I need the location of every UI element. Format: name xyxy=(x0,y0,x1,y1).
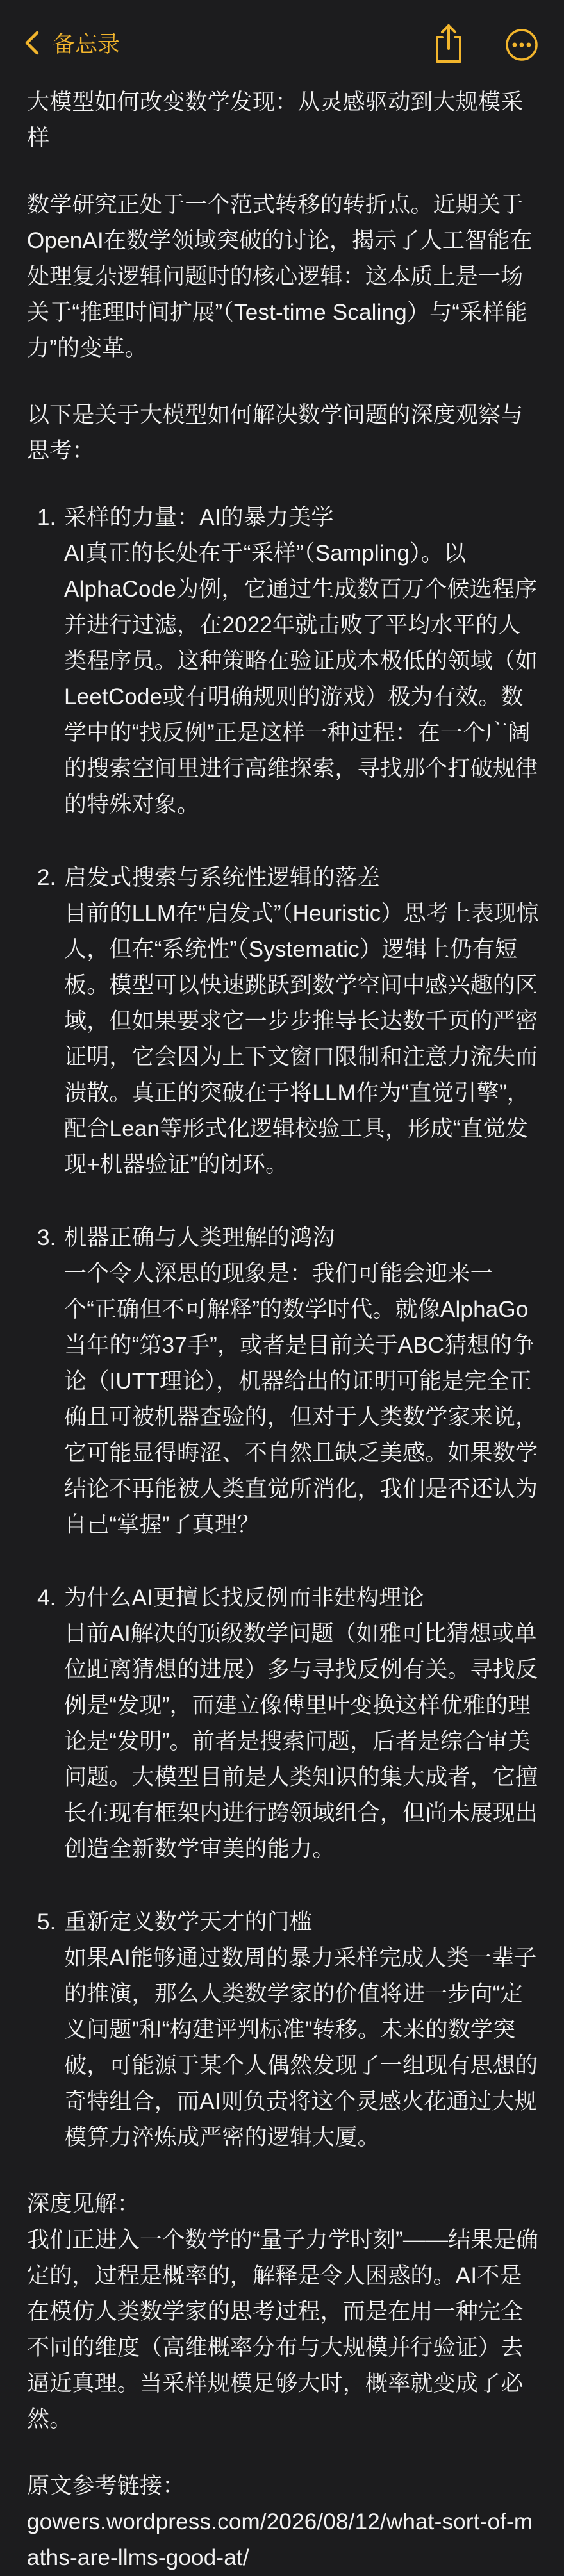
reference-heading: 原文参考链接： xyxy=(27,2473,185,2498)
list-item-body: 如果AI能够通过数周的暴力采样完成人类一辈子的推演，那么人类数学家的价值将进一步向“定义问题”和“构建评判标准”转移。未来的数学突破，可能源于某个人偶然发现了一组现有思想的奇特组合，而AI则负责将这个灵感火花通过大规模算力淬炼成严密的逻辑大厦。 xyxy=(64,1945,538,2150)
insight-heading: 深度见解： xyxy=(27,2192,140,2217)
back-button[interactable] xyxy=(23,27,120,59)
list-item-number: 5. xyxy=(37,1910,56,1935)
list-item-title: 重新定义数学天才的门槛 xyxy=(64,1910,313,1935)
top-navigation-bar xyxy=(0,0,564,95)
list-item xyxy=(27,1904,540,2156)
list-item xyxy=(27,860,540,1183)
insight-paragraph: 我们正进入一个数学的“量子力学时刻”——结果是确定的，过程是概率的，解释是令人困惑的。AI不是在模仿人类数学家的思考过程，而是在用一种完全不同的维度（高维概率分布与大规模并行验证）去逼近真理。当采样规模足够大时，概率就变成了必然。 xyxy=(27,2227,539,2432)
list-item-number: 2. xyxy=(37,865,56,890)
back-button-label: 备忘录 xyxy=(53,32,120,57)
reference-link[interactable]: gowers.wordpress.com/2026/08/12/what-sort-of-maths-are-llms-good-at/ xyxy=(27,2509,533,2570)
note-title: 大模型如何改变数学发现：从灵感驱动到大规模采样 xyxy=(27,90,524,151)
list-item-number: 4. xyxy=(37,1585,56,1610)
more-options-icon[interactable] xyxy=(505,28,538,62)
intro-paragraph: 数学研究正处于一个范式转移的转折点。近期关于OpenAI在数学领域突破的讨论，揭示了人工智能在处理复杂逻辑问题时的核心逻辑：这本质上是一场关于“推理时间扩展”（Test-time Scaling）与“采样能力”的变革。 xyxy=(27,192,533,361)
list-item-number: 1. xyxy=(37,505,56,530)
list-item-body: 目前的LLM在“启发式”（Heuristic）思考上表现惊人，但在“系统性”（Systematic）逻辑上仍有短板。模型可以快速跳跃到数学空间中感兴趣的区域，但如果要求它一步步推导长达数千页的严密证明，它会因为上下文窗口限制和注意力流失而溃散。真正的突破在于将LLM作为“直觉引擎”，配合Lean等形式化逻辑校验工具，形成“直觉发现+机器验证”的闭环。 xyxy=(64,901,539,1177)
chevron-left-icon xyxy=(23,30,41,56)
note-body[interactable] xyxy=(27,85,540,2576)
list-item-body: 目前AI解决的顶级数学问题（如雅可比猜想或单位距离猜想的进展）多与寻找反例有关。寻找反例是“发现”，而建立像傅里叶变换这样优雅的理论是“发明”。前者是搜索问题，后者是综合审美问题。大模型目前是人类知识的集大成者，它擅长在现有框架内进行跨领域组合，但尚未展现出创造全新数学审美的能力。 xyxy=(64,1621,538,1862)
list-item-title: 为什么AI更擅长找反例而非建构理论 xyxy=(64,1585,424,1610)
list-item-number: 3. xyxy=(37,1225,56,1250)
list-item-body: AI真正的长处在于“采样”（Sampling）。以AlphaCode为例，它通过生成数百万个候选程序并进行过滤，在2022年就击败了平均水平的人类程序员。这种策略在验证成本极低的领域（如LeetCode或有明确规则的游戏）极为有效。数学中的“找反例”正是这样一种过程：在一个广阔的搜索空间里进行高维探索，寻找那个打破规律的特殊对象。 xyxy=(64,541,538,817)
numbered-list xyxy=(27,500,540,2156)
list-item-title: 机器正确与人类理解的鸿沟 xyxy=(64,1225,335,1250)
list-item xyxy=(27,1580,540,1867)
list-item xyxy=(27,1220,540,1543)
share-icon[interactable] xyxy=(431,23,467,64)
list-item xyxy=(27,500,540,823)
list-item-body: 一个令人深思的现象是：我们可能会迎来一个“正确但不可解释”的数学时代。就像AlphaGo当年的“第37手”，或者是目前关于ABC猜想的争论（IUTT理论），机器给出的证明可能是完全正确且可被机器查验的，但对于人类数学家来说，它可能显得晦涩、不自然且缺乏美感。如果数学结论不再能被人类直觉所消化，我们是否还认为自己“掌握”了真理？ xyxy=(64,1261,538,1537)
list-item-title: 启发式搜索与系统性逻辑的落差 xyxy=(64,865,380,890)
lead-paragraph: 以下是关于大模型如何解决数学问题的深度观察与思考： xyxy=(27,402,524,463)
list-item-title: 采样的力量：AI的暴力美学 xyxy=(64,505,334,530)
